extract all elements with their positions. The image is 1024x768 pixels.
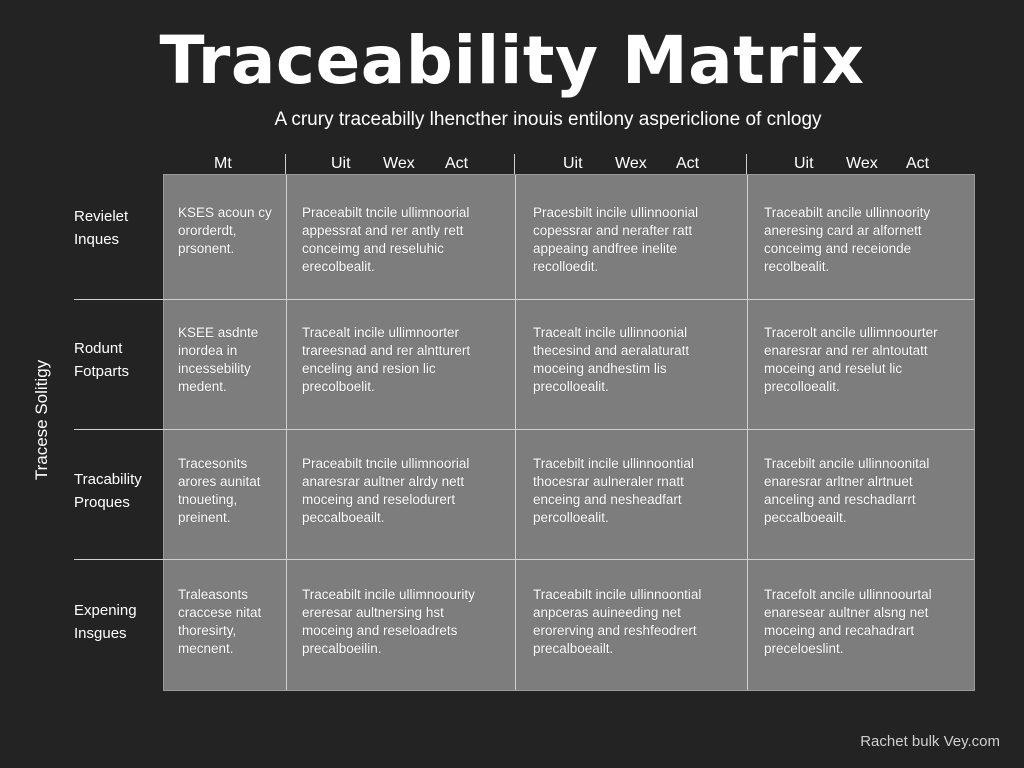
matrix-cell: Traceabilt ancile ullinnoority aneresing card ar alfornett conceimg and receionde recolbealit.	[764, 205, 931, 274]
matrix-cell: KSES acoun cy ororderdt, prsonent.	[178, 205, 272, 256]
page-title: Traceability Matrix	[159, 22, 865, 99]
column-header-label: Wex	[383, 155, 415, 172]
grid-column-divider	[286, 175, 287, 690]
grid-column-divider	[515, 175, 516, 690]
column-header-label: Uit	[794, 155, 814, 172]
row-label: Rodunt Fotparts	[74, 340, 130, 380]
matrix-cell: KSEE asdnte inordea in incessebility medent.	[178, 325, 259, 394]
matrix-cell: Tracebilt incile ullinnoontial thocesrar aulneraler rnatt enceing and nesheadfart percolloealit.	[533, 456, 694, 525]
matrix-cell: Traceabilt incile ullinnoontial anpceras auineeding net erorerving and reshfeodrert precalboeailt.	[533, 587, 702, 656]
column-header-group	[514, 155, 746, 175]
grid-row-divider	[74, 299, 974, 300]
column-header-label: Act	[676, 155, 700, 172]
matrix-cell: Tracealt incile ullimnoorter trareesnad and rer alntturert enceling and resion lic precolboelit.	[302, 325, 471, 394]
row-label: Tracability Proques	[74, 471, 142, 511]
column-header-label: Wex	[615, 155, 647, 172]
column-header-group	[285, 155, 514, 175]
column-header-label: Uit	[331, 155, 351, 172]
grid-column-divider	[747, 175, 748, 690]
column-header-group	[746, 155, 973, 175]
matrix-cell: Traceabilt incile ullimnoourity ereresar aultnersing hst moceing and reseloadrets precalboeilin.	[302, 587, 475, 656]
grid-row-divider	[74, 429, 974, 430]
matrix-cell: Tracefolt ancile ullinnoourtal enaresear aultner alsng net moceing and recahadrart preceloeslint.	[764, 587, 932, 656]
matrix-cell: Tracealt incile ullinnoonial thecesind and aeralaturatt moceing andhestim lis precolloealit.	[533, 325, 690, 394]
matrix-cell: Praceabilt tncile ullimnoorial anaresrar aultner alrdy nett moceing and reselodurert peccalboeailt.	[302, 456, 470, 525]
column-header-label: Act	[445, 155, 469, 172]
side-axis-label: Tracese Solitigy	[32, 359, 51, 481]
row-label: Expening Insgues	[74, 602, 137, 642]
column-header-group	[163, 155, 285, 175]
watermark-text: Rachet bulk Vey.com	[860, 733, 1000, 750]
matrix-cell: Tracebilt ancile ullinnoonital enaresrar arltner alrtnuet anceling and reschadlarrt peccalboeailt.	[764, 456, 930, 525]
matrix-cell: Praceabilt tncile ullimnoorial appessrat and rer antly rett conceimg and reseluhic erecolbealit.	[302, 205, 470, 274]
column-header-label: Act	[906, 155, 930, 172]
page-subtitle: A crury traceabilly lhencther inouis entilony aspericlione of cnlogy	[274, 109, 822, 130]
matrix-cell: Tracesonits arores aunitat tnoueting, preinent.	[178, 456, 261, 525]
column-header-label: Uit	[563, 155, 583, 172]
column-header-label: Wex	[846, 155, 878, 172]
matrix-cell: Pracesbilt incile ullinnoonial copessrar and nerafter ratt appeaing andfree inelite recolloedit.	[533, 205, 699, 274]
matrix-cell: Tracerolt ancile ullimnoourter enaresrar and rer alntoutatt moceing and reselut lic precolloealit.	[764, 325, 938, 394]
matrix-cell: Traleasonts craccese nitat thoresirty, mecnent.	[178, 587, 262, 656]
row-label: Revielet Inques	[74, 208, 129, 248]
grid-row-divider	[74, 559, 974, 560]
column-header-label: Mt	[214, 155, 232, 172]
